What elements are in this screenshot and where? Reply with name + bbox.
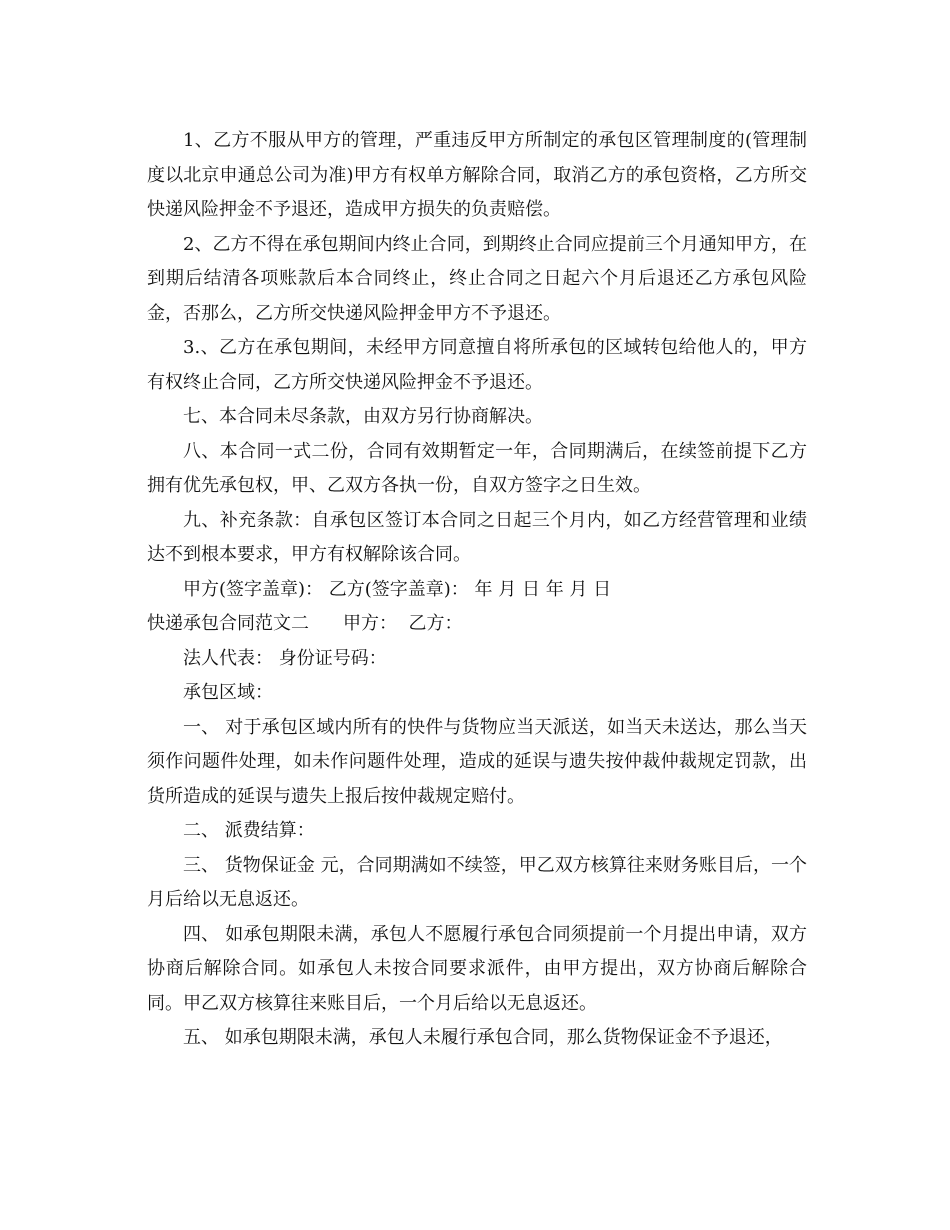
legal-rep-line: 法人代表： 身份证号码： bbox=[183, 647, 387, 669]
article-three: 三、 货物保证金 元，合同期满如不续签，甲乙双方核算往来财务账目后，一个月后给以无息返还。 bbox=[147, 854, 807, 910]
clause-eight: 八、本合同一式二份，合同有效期暂定一年，合同期满后，在续签前提下乙方拥有优先承包权，甲、乙双方各执一份，自双方签字之日生效。 bbox=[147, 440, 807, 496]
party-b-label: 乙方： bbox=[408, 613, 463, 634]
document-body bbox=[147, 124, 807, 1056]
article-two: 二、 派费结算： bbox=[183, 820, 315, 841]
clause-2: 2、乙方不得在承包期间内终止合同，到期终止合同应提前三个月通知甲方，在到期后结清各项账款后本合同终止，终止合同之日起六个月后退还乙方承包风险金，否那么，乙方所交快递风险押金甲方不予退还。 bbox=[147, 233, 807, 324]
contract-area-line: 承包区域： bbox=[183, 682, 273, 703]
contract-heading-line bbox=[147, 607, 807, 642]
signature-line: 甲方(签字盖章)： 乙方(签字盖章)： 年 月 日 年 月 日 bbox=[183, 578, 612, 600]
article-four: 四、 如承包期限未满，承包人不愿履行承包合同须提前一个月提出申请，双方协商后解除合同。如承包人未按合同要求派件，由甲方提出，双方协商后解除合同。甲乙双方核算往来账目后，一个月后给以无息返还。 bbox=[147, 923, 807, 1014]
article-five: 五、 如承包期限未满，承包人未履行承包合同，那么货物保证金不予退还， bbox=[183, 1027, 783, 1048]
article-one: 一、 对于承包区域内所有的快件与货物应当天派送，如当天未送达，那么当天须作问题件处理，如未作问题件处理，造成的延误与遗失按仲裁仲裁规定罚款，出货所造成的延误与遗失上报后按仲裁规定赔付。 bbox=[147, 716, 807, 807]
clause-seven: 七、本合同未尽条款，由双方另行协商解决。 bbox=[183, 406, 543, 427]
clause-3: 3.、乙方在承包期间，未经甲方同意擅自将所承包的区域转包给他人的，甲方有权终止合同，乙方所交快递风险押金不予退还。 bbox=[147, 337, 807, 393]
party-a-label: 甲方： bbox=[343, 613, 397, 634]
clause-1: 1、乙方不服从甲方的管理，严重违反甲方所制定的承包区管理制度的(管理制度以北京申通总公司为准)甲方有权单方解除合同，取消乙方的承包资格，乙方所交快递风险押金不予退还，造成甲方损失的负责赔偿。 bbox=[147, 130, 807, 220]
clause-nine: 九、补充条款：自承包区签订本合同之日起三个月内，如乙方经营管理和业绩达不到根本要求，甲方有权解除该合同。 bbox=[147, 509, 807, 565]
contract-title: 快递承包合同范文二 bbox=[147, 613, 309, 634]
